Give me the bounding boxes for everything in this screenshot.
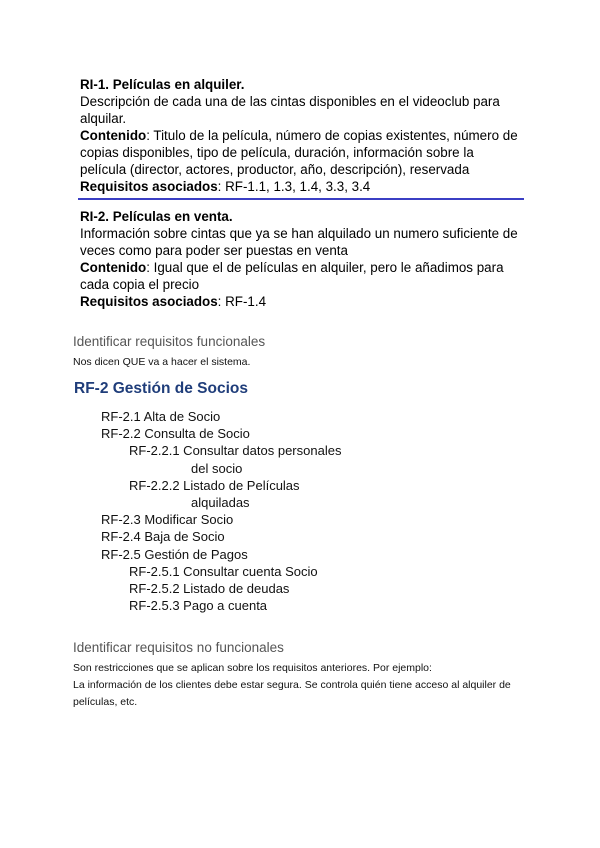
ri1-req-text: : RF-1.1, 1.3, 1.4, 3.3, 3.4 [217, 179, 371, 194]
rf2-item: RF-2.3 Modificar Socio [101, 512, 234, 528]
nonfunctional-line2: La información de los clientes debe estar segura. Se controla quién tiene acceso al alquiler de películas, etc. [73, 679, 511, 708]
rf2-item: RF-2.1 Alta de Socio [101, 409, 221, 424]
rf2-subitem: RF-2.5.2 Listado de deudas [129, 581, 290, 597]
ri2-requirements [80, 293, 520, 310]
ri1-section [80, 76, 520, 195]
rf2-subitem: RF-2.5.1 Consultar cuenta Socio [129, 563, 318, 579]
rf2-title: RF-2 Gestión de Socios [74, 380, 248, 397]
functional-heading: Identificar requisitos funcionales [73, 334, 266, 349]
ri1-requirements [80, 178, 520, 195]
rf2-subitem: RF-2.2.1 Consultar datos personales [129, 443, 342, 459]
ri2-req-label: Requisitos asociados [80, 294, 218, 309]
ri2-content-label: Contenido [80, 260, 147, 275]
ri2-title: RI-2. Películas en venta. [80, 209, 233, 224]
rf2-subitem-continued: del socio [191, 460, 243, 476]
ri2-content [80, 259, 520, 293]
ri2-section [80, 208, 520, 310]
ri2-description: Información sobre cintas que ya se han alquilado un numero suficiente de veces como para poder ser puestas en venta [80, 226, 518, 258]
rf2-subitem: RF-2.5.3 Pago a cuenta [129, 598, 268, 614]
ri1-title: RI-1. Películas en alquiler. [80, 77, 245, 92]
ri1-description: Descripción de cada una de las cintas disponibles en el videoclub para alquilar. [80, 94, 500, 126]
ri1-content [80, 127, 520, 178]
ri2-content-text: : Igual que el de películas en alquiler, pero le añadimos para cada copia el precio [80, 260, 504, 292]
rf2-tree [0, 408, 341, 614]
nonfunctional-text [73, 660, 533, 711]
rf2-subitem: RF-2.2.2 Listado de Películas [129, 477, 300, 493]
rf2-item: RF-2.4 Baja de Socio [101, 529, 225, 545]
rf2-subitem-continued: alquiladas [191, 495, 250, 511]
nonfunctional-heading: Identificar requisitos no funcionales [73, 640, 284, 655]
rf2-item: RF-2.5 Gestión de Pagos [101, 546, 248, 562]
section-divider [78, 198, 524, 200]
functional-note: Nos dicen QUE va a hacer el sistema. [73, 356, 251, 368]
ri1-req-label: Requisitos asociados [80, 179, 218, 194]
ri1-content-label: Contenido [80, 128, 147, 143]
rf2-item: RF-2.2 Consulta de Socio [101, 426, 250, 442]
ri1-content-text: : Titulo de la película, número de copias existentes, número de copias disponibles, tipo de película, duración, información sobre la película (director, actores, productor, año, descripción), reservada [80, 128, 518, 177]
nonfunctional-line1: Son restricciones que se aplican sobre los requisitos anteriores. Por ejemplo: [73, 662, 432, 674]
ri2-req-text: : RF-1.4 [217, 294, 267, 309]
